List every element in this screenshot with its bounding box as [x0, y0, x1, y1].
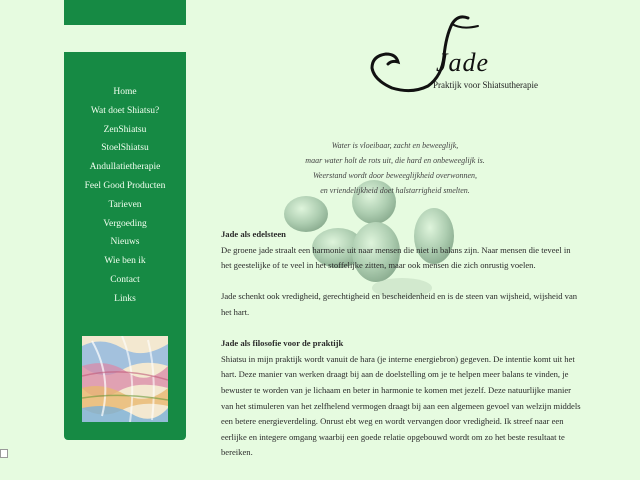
nav-item-home[interactable]: Home	[113, 87, 137, 97]
nav-item-links[interactable]: Links	[114, 293, 136, 304]
nav-item-andullatietherapie[interactable]: Andullatietherapie	[89, 162, 161, 173]
nav-item-vergoeding[interactable]: Vergoeding	[103, 218, 147, 229]
nav-item-stoelshiatsu[interactable]: StoelShiatsu	[101, 143, 149, 154]
main-nav	[64, 83, 186, 309]
nav-item-nieuws[interactable]: Nieuws	[110, 237, 140, 248]
logo-text: Jade	[436, 48, 490, 77]
site-tagline: Praktijk voor Shiatsutherapie	[433, 80, 538, 90]
quote-line: en vriendelijkheid doet halstarrigheid smelten.	[320, 186, 470, 195]
quote-line: Weerstand wordt door beweeglijkheid overwonnen,	[312, 171, 478, 180]
checkbox[interactable]	[0, 449, 8, 458]
nav-item-contact[interactable]: Contact	[110, 274, 140, 285]
sidebar-top-strip	[64, 0, 186, 25]
paragraph: De groene jade straalt een harmonie uit naar mensen die niet in balans zijn. Naar mensen die teveel in het geestelijke of te veel in het stoffelijke zitten, maar ook mensen die zich onrustig voelen.	[221, 244, 571, 271]
nav-item-tarieven[interactable]: Tarieven	[108, 199, 142, 210]
nav-item-zenshiatsu[interactable]: ZenShiatsu	[103, 124, 147, 135]
paragraph: Shiatsu in mijn praktijk wordt vanuit de hara (je interne energiebron) gegeven. De intentie komt uit het hart. Deze manier van werken draagt bij aan de doelstelling om je te helpen meer balans te vinden, je bewuster te worden van je lichaam en beter in harmonie te komen met jezelf. Deze natuurlijke manier van het stimuleren van het zelfhelend vermogen draagt bij aan een algemeen gevoel van welzijn middels een betere energieverdeling. Onrust ebt weg en wordt vervangen door vredigheid. Ik streef naar een eerlijke en integere omgang waarbij een goede relatie opgebouwd wordt om zo het beste resultaat te bereiken.	[221, 353, 581, 458]
quote	[270, 138, 520, 198]
section-title-edelsteen: Jade als edelsteen	[221, 229, 286, 239]
nav-item-wat-doet-shiatsu[interactable]: Wat doet Shiatsu?	[90, 105, 160, 116]
sidebar	[64, 52, 186, 440]
quote-line: Water is vloeibaar, zacht en beweeglijk,	[331, 141, 459, 150]
main-content	[221, 227, 581, 477]
nav-item-wie-ben-ik[interactable]: Wie ben ik	[104, 256, 146, 267]
paragraph: Jade schenkt ook vredigheid, gerechtigheid en bescheidenheid en is de steen van wijsheid, wijsheid van het hart.	[221, 291, 578, 317]
nav-item-feel-good-producten[interactable]: Feel Good Producten	[84, 180, 166, 191]
quote-line: maar water holt de rots uit, die hard en onbeweeglijk is.	[305, 156, 485, 165]
shell-painting-image	[82, 336, 168, 422]
section-title-filosofie: Jade als filosofie voor de praktijk	[221, 338, 344, 349]
